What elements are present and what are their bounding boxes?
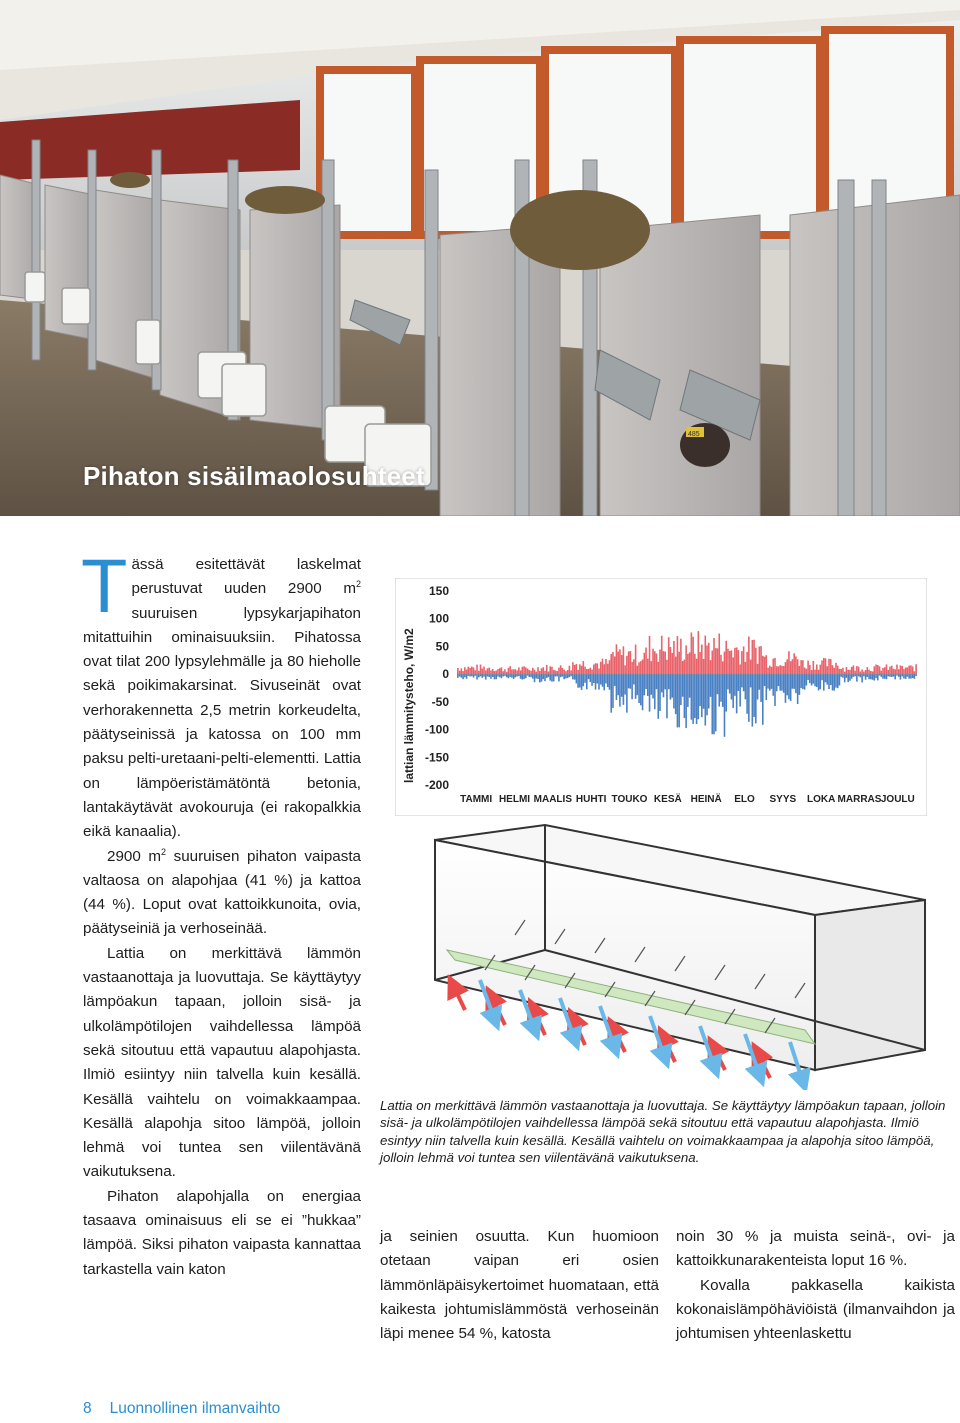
paragraph-intro — [81, 544, 361, 845]
x-tick-label: LOKA — [806, 794, 836, 805]
y-tick-label: -200 — [424, 778, 449, 792]
diagram-svg — [395, 820, 935, 1090]
dropcap: T — [81, 544, 128, 629]
barn-stalls-illustration — [0, 0, 960, 516]
x-tick-label: MARRAS — [837, 794, 882, 805]
paragraph-conduction: ja seinien osuutta. Kun huomioon otetaan vaipan eri osien lämmönläpäisykertoimet huomataan, että kaikesta johtumislämmöstä verhoseinän läpi menee 54 %, katosta — [380, 1228, 659, 1343]
paragraph-energy: Pihaton alapohjalla on energiaa tasaava ominaisuus eli se ei ”hukkaa” lämpöä. Siksi pihaton vaipasta kannattaa tarkastella vain katon — [83, 1187, 361, 1278]
y-axis-label: lattian lämmitysteho, W/m2 — [402, 628, 416, 783]
left-column — [81, 544, 361, 1282]
section-name: Luonnollinen ilmanvaihto — [109, 1400, 281, 1417]
area-sup: 2 — [161, 846, 167, 857]
x-tick-label: HEINÄ — [690, 794, 722, 805]
area-text-b: suuruisen pihaton vaipasta valtaosa on alapohjaa (41 %) ja kattoa (44 %). Loput ovat kattoikkunoita, ovia, päätyseiniä ja verhoseinää. — [83, 847, 361, 938]
chart-frame — [395, 578, 927, 816]
page-number: 8 — [83, 1400, 92, 1417]
x-tick-label: TAMMI — [460, 794, 493, 805]
y-tick-label: -150 — [424, 750, 449, 765]
y-tick-label: -100 — [424, 722, 449, 737]
figure-caption: Lattia on merkittävä lämmön vastaanottaja ja luovuttaja. Se käyttäytyy lämpöakun tapaan, jolloin sisä- ja ulkolämpötilojen vaihdellessa lämpöä sekä sitoutuu että vapautuu alapohjasta. Ilmiö esintyy niin talvella kuin kesällä. Kesällä vaihtelu on voimakkaampaa ja alapohja sitoo lämpöä, jolloin lehmä voi tuntea sen viilentävänä vaikutuksena. — [380, 1098, 946, 1166]
paragraph-frost: Kovalla pakkasella kaikista kokonaislämpöhäviöistä (ilmanvaihdon ja johtumisen yhteenlaskettu — [676, 1276, 955, 1343]
y-tick-label: 150 — [428, 584, 449, 598]
building-outline — [435, 825, 925, 1070]
x-tick-label: JOULU — [880, 794, 915, 805]
x-tick-label: HUHTI — [575, 794, 607, 805]
x-tick-label: ELO — [734, 794, 755, 805]
hero-photo — [0, 0, 960, 516]
floor-heat-chart — [395, 578, 927, 816]
x-tick-label: TOUKO — [611, 794, 648, 805]
area-text-a: 2900 m — [107, 847, 162, 865]
ear-tag-number: 485 — [688, 431, 700, 438]
intro-text-a: ässä esitettävät laskelmat perustuvat uuden 2900 m — [131, 556, 361, 598]
barn-heat-flow-diagram — [395, 820, 935, 1090]
chart-svg — [395, 578, 927, 816]
middle-column — [380, 1225, 659, 1346]
x-tick-label: KESÄ — [653, 794, 682, 805]
y-tick-label: 50 — [435, 639, 449, 654]
y-tick-label: -50 — [431, 694, 449, 709]
page-title: Pihaton sisäilmaolosuhteet — [83, 461, 425, 491]
y-tick-label: 100 — [428, 611, 449, 626]
intro-sup: 2 — [355, 579, 361, 590]
right-column — [676, 1225, 955, 1346]
x-tick-label: MAALIS — [533, 794, 573, 805]
x-tick-label: HELMI — [498, 794, 531, 805]
x-tick-label: SYYS — [769, 794, 797, 805]
paragraph-floor: Lattia on merkittävä lämmön vastaanottaja ja luovuttaja. Se käyttäytyy lämpöakun tapaan, jolloin sisä- ja ulkolämpötilojen vaihdellessa lämpöä sekä sitoutuu että vapautuu alapohjasta. Ilmiö esiintyy niin talvella kuin kesällä. Kesällä vaihtelu on voimakkaampaa. Kesällä alapohja sitoo lämpöä, jolloin lehmä voi tuntea sen viilentävänä vaikutuksena. — [83, 944, 361, 1181]
y-tick-label: 0 — [442, 667, 449, 682]
intro-text-b: suuruisen lypsykarjapihaton mitattuihin ominaisuuksiin. Pihatossa ovat tilat 200 lypsylehmälle ja 80 hieholle sekä poikimakarsinat. Sivuseinät ovat verhorakennetta 2,5 metrin korkeudelta, päätyseinissä ja katossa on 100 mm paksu pelti-uretaani-pelti-elementti. Lattia on lämpöeristämätöntä betonia, lantakäytävät avokouruja (ei rakopalkkia eikä kanaalia). — [83, 604, 361, 841]
paragraph-area — [83, 845, 361, 942]
paragraph-structures: noin 30 % ja muista seinä-, ovi- ja kattoikkunarakenteista loput 16 %. — [676, 1228, 955, 1270]
page-footer — [83, 1400, 280, 1418]
